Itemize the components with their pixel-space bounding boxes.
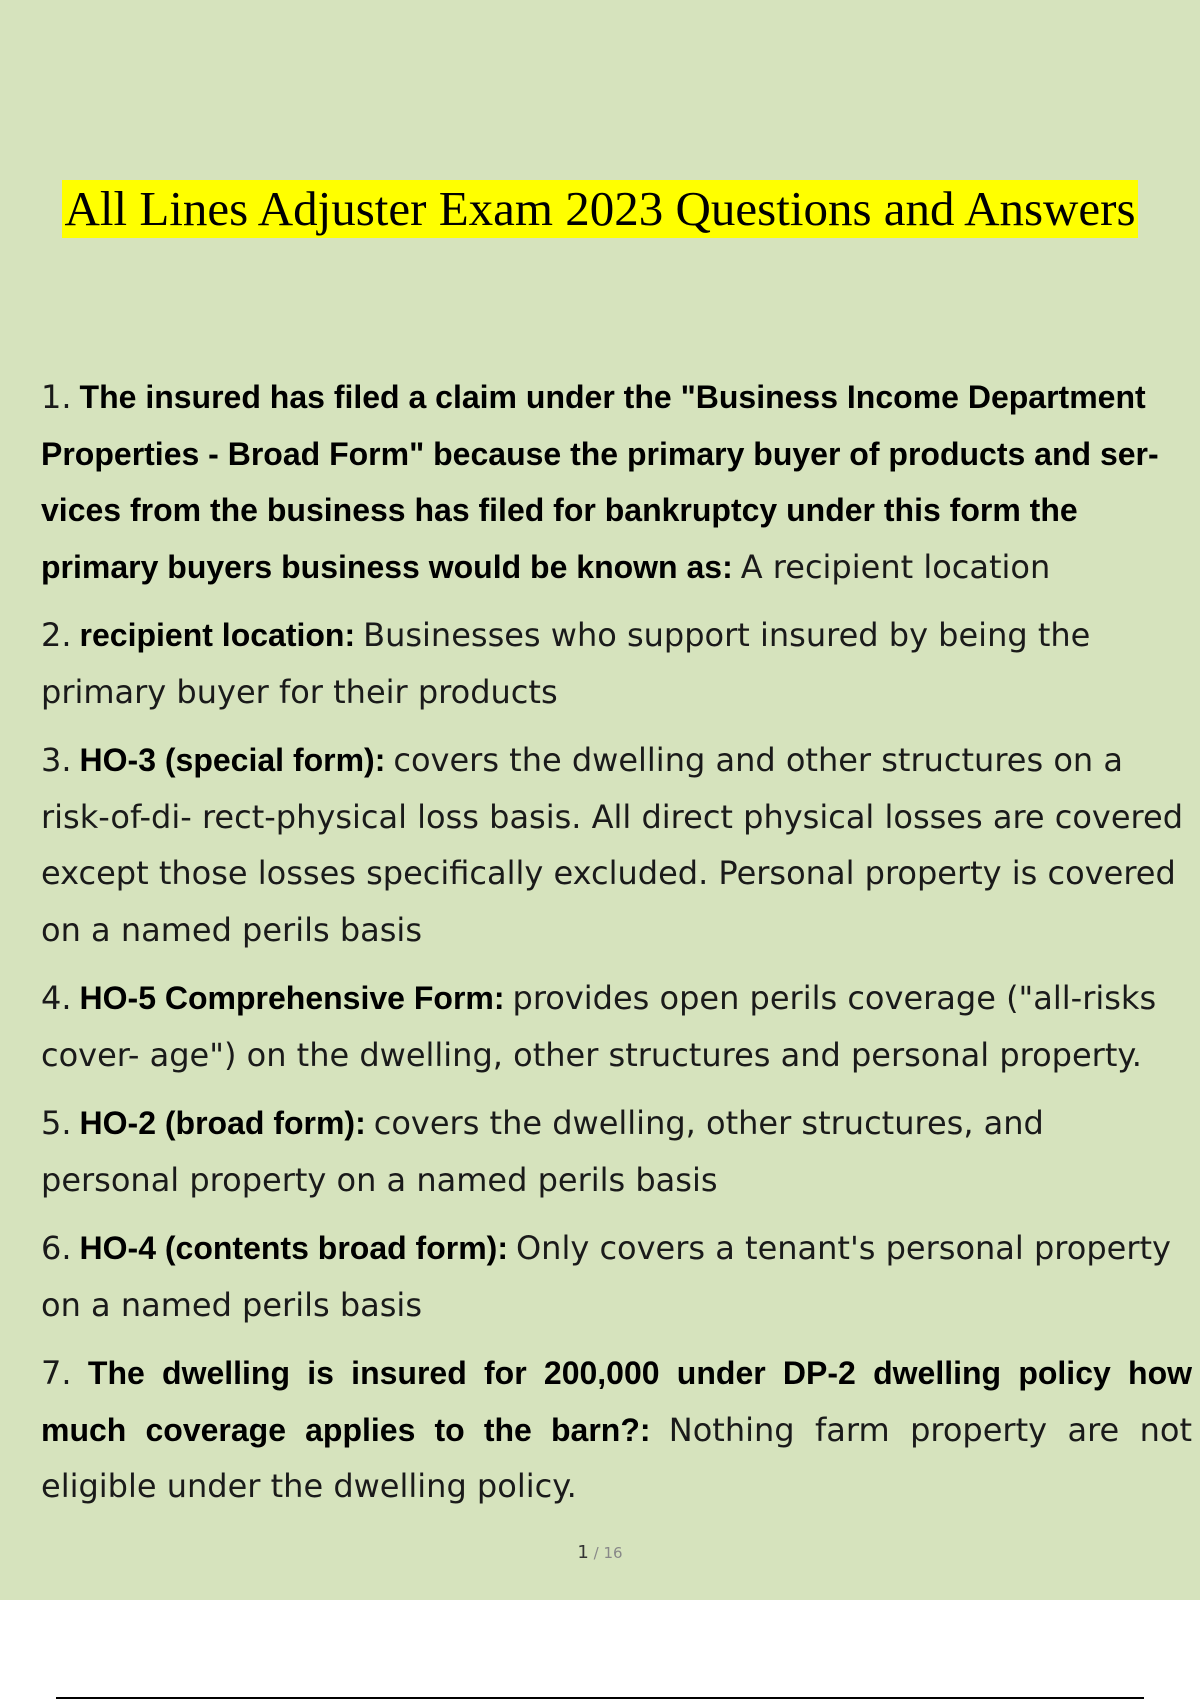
question-text: HO-3 (special form): xyxy=(79,742,386,778)
item-number: 7. xyxy=(41,1354,72,1392)
item-number: 3. xyxy=(41,741,72,779)
title-container xyxy=(0,180,1200,238)
answer-text: covers the dwelling, other structures, and personal property on a named perils basis xyxy=(41,1104,1044,1199)
answer-text: Businesses who support insured by being the primary buyer for their products xyxy=(41,616,1091,711)
qa-item-7 xyxy=(41,1345,1192,1515)
item-number: 6. xyxy=(41,1229,72,1267)
qa-list xyxy=(41,369,1192,1527)
answer-text: provides open perils coverage ("all-risks cover- age") on the dwelling, other structures and personal property. xyxy=(41,979,1157,1074)
question-text: HO-2 (broad form): xyxy=(79,1105,366,1141)
qa-item-4 xyxy=(41,970,1192,1083)
item-number: 2. xyxy=(41,616,72,654)
question-text: The insured has filed a claim under the "Business Income Department Properties - Broad Form" because the primary buyer of products and ser- vices from the business has filed for bankruptcy under this form the primary buyers business would be known as: xyxy=(41,379,1159,585)
qa-item-1 xyxy=(41,369,1192,595)
qa-item-6 xyxy=(41,1220,1192,1333)
question-text: recipient location: xyxy=(79,617,356,653)
qa-item-5 xyxy=(41,1095,1192,1208)
answer-text: Only covers a tenant's personal property on a named perils basis xyxy=(41,1229,1171,1324)
item-number: 5. xyxy=(41,1104,72,1142)
question-text: HO-4 (contents broad form): xyxy=(79,1230,508,1266)
answer-text: Nothing farm property are not eligible under the dwelling policy. xyxy=(41,1410,1193,1505)
footer-divider xyxy=(56,1697,1144,1699)
answer-text: covers the dwelling and other structures on a risk-of-di- rect-physical loss basis. All direct physical losses are covered except those losses specifically excluded. Personal property is covered on a named perils basis xyxy=(41,741,1183,949)
item-number: 4. xyxy=(41,979,72,1017)
qa-item-2 xyxy=(41,607,1192,720)
answer-text: A recipient location xyxy=(740,547,1051,586)
current-page: 1 xyxy=(577,1542,589,1563)
item-number: 1. xyxy=(41,378,72,416)
question-text: The dwelling is insured for 200,000 under DP-2 dwelling policy how much coverage applies to the barn?: xyxy=(41,1355,1193,1448)
page-separator: / xyxy=(588,1544,604,1562)
page-indicator xyxy=(0,1542,1200,1563)
question-text: HO-5 Comprehensive Form: xyxy=(79,980,505,1016)
document-title: All Lines Adjuster Exam 2023 Questions and Answers xyxy=(64,181,1136,236)
total-pages: 16 xyxy=(603,1544,623,1562)
qa-item-3 xyxy=(41,732,1192,958)
